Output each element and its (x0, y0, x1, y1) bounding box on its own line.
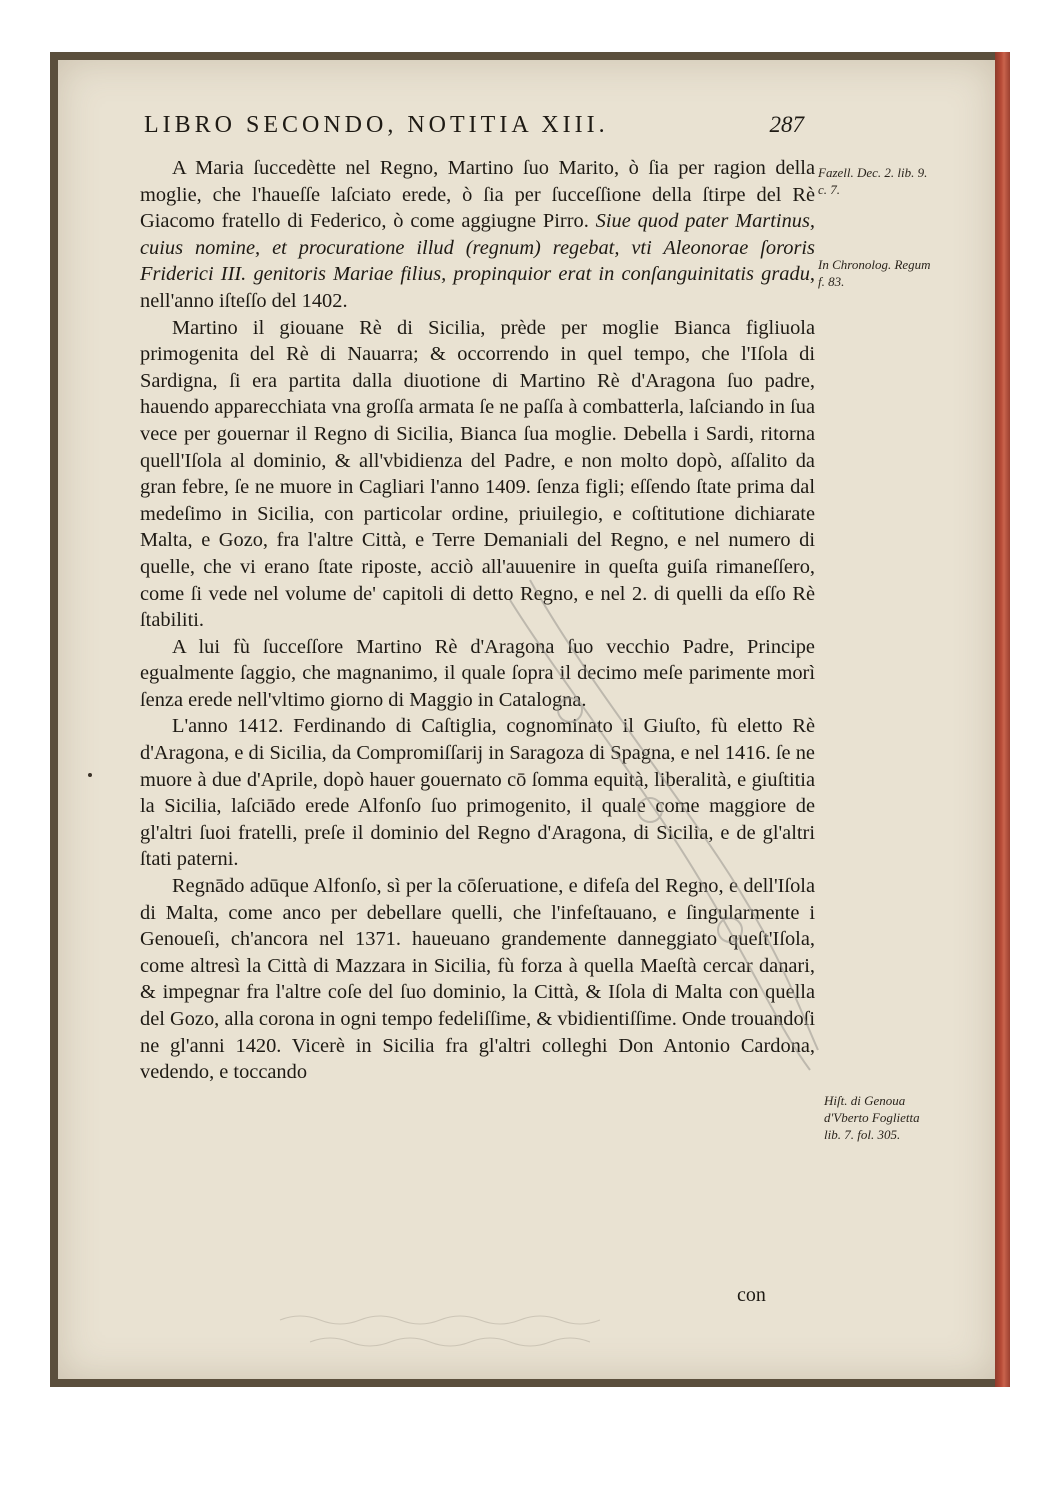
margin-mark (88, 773, 92, 777)
running-title: LIBRO SECONDO, NOTITIA XIII. (144, 112, 609, 138)
paragraph-2: Martino il giouane Rè di Sicilia, prède per moglie Bianca figliuola primogenita del Rè di Nauarra; & occorrendo in quel tempo, che l'Iſola di Sardigna, ſi era partita dalla diuotione di Martino Rè d'Aragona ſuo padre, hauendo apparecchiata vna groſſa armata ſe ne paſſa à combatterla, laſciando in ſua vece per gouernar il Regno di Sicilia, Bianca ſua moglie. Debella i Sardi, ritorna quell'Iſola al dominio, & all'vbidienza del Padre, e non molto dopò, aſſalito da gran febre, ſe ne muore in Cagliari l'anno 1409. ſenza figli; eſſendo ſtate prima dal medeſimo in Sicilia, con particolar ordine, priuilegio, e coſtitutione dichiarate Malta, e Gozo, fra l'altre Città, e Terre Demaniali del Regno, e nel numero di quelle, che vi erano ſtate riposte, acciò all'auuenire in queſta guiſa rimaneſſero, come ſi vede nel volume de' capitoli di detto Regno, e nel 2. di quelli da eſſo Rè ſtabiliti. (140, 316, 815, 632)
marginal-note-fazello: Fazell. Dec. 2. lib. 9. c. 7. (818, 165, 928, 197)
page-number: 287 (769, 112, 804, 137)
paragraph-1-text: A Maria ſuccedètte nel Regno, Martino ſuo Marito, ò ſia per ragion della moglie, che l'haueſſe laſciato erede, ò ſia per ſucceſſione della ſtirpe del Rè Giacomo fratello di Federico, ò come aggiugne Pirro. (140, 157, 815, 233)
paragraph-1-tail: , nell'anno iſteſſo del 1402. (140, 263, 815, 312)
catchword: con (737, 1284, 766, 1306)
marginal-note-chronolog: In Chronolog. Regum f. 83. (818, 257, 931, 289)
main-text (140, 155, 815, 1086)
paragraph-4: L'anno 1412. Ferdinando di Caſtiglia, cognominato il Giuſto, fù eletto Rè d'Aragona, e di Sicilia, da Compromiſſarij in Saragoza di Spagna, e nel 1416. ſe ne muore à due d'Aprile, dopò hauer gouernato cō ſomma equità, liberalità, e giuſtitia la Sicilia, laſciādo erede Alfonſo ſuo primogenito, il quale come maggiore de gl'altri ſuoi fratelli, preſe il dominio del Regno d'Aragona, di Sicilia, e de gl'altri ſtati paterni. (140, 715, 815, 871)
paragraph-3: A lui fù ſucceſſore Martino Rè d'Aragona ſuo vecchio Padre, Principe egualmente ſaggio, che magnanimo, il quale ſopra il decimo meſe parimente morì ſenza erede nell'vltimo giorno di Maggio in Catalogna. (140, 635, 815, 711)
page-edge-red (995, 52, 1010, 1387)
running-header (144, 112, 804, 148)
marginal-note-foglietta: Hiſt. di Genoua d'Vberto Foglietta lib. 7. fol. 305. (824, 1093, 920, 1142)
paragraph-1 (140, 155, 815, 315)
paragraph-5: Regnādo adūque Alfonſo, sì per la cōſeruatione, e difeſa del Regno, e dell'Iſola di Malta, come anco per debellare quelli, che l'infeſtauano, e ſingularmente i Genoueſi, ch'ancora nel 1371. haueuano grandemente danneggiato queſt'Iſola, come altresì la Città di Mazzara in Sicilia, fù forza à quella Maeſtà cercar danari, & impegnar fra l'altre coſe del ſuo dominio, la Città, & Iſola di Malta con quella del Gozo, alla corona in ogni tempo fedeliſſime, & vbidientiſſime. Onde trouandoſi ne gl'anni 1420. Vicerè in Sicilia fra gl'altri colleghi Don Antonio Cardona, vedendo, e toccando (140, 875, 815, 1084)
latin-quote: Siue quod pater Martinus, cuius nomine, et procuratione illud (regnum) regebat, vti Aleonorae ſororis Friderici III. genitoris Mariae filius, propinquior erat in conſanguinitatis gradu (140, 210, 815, 286)
